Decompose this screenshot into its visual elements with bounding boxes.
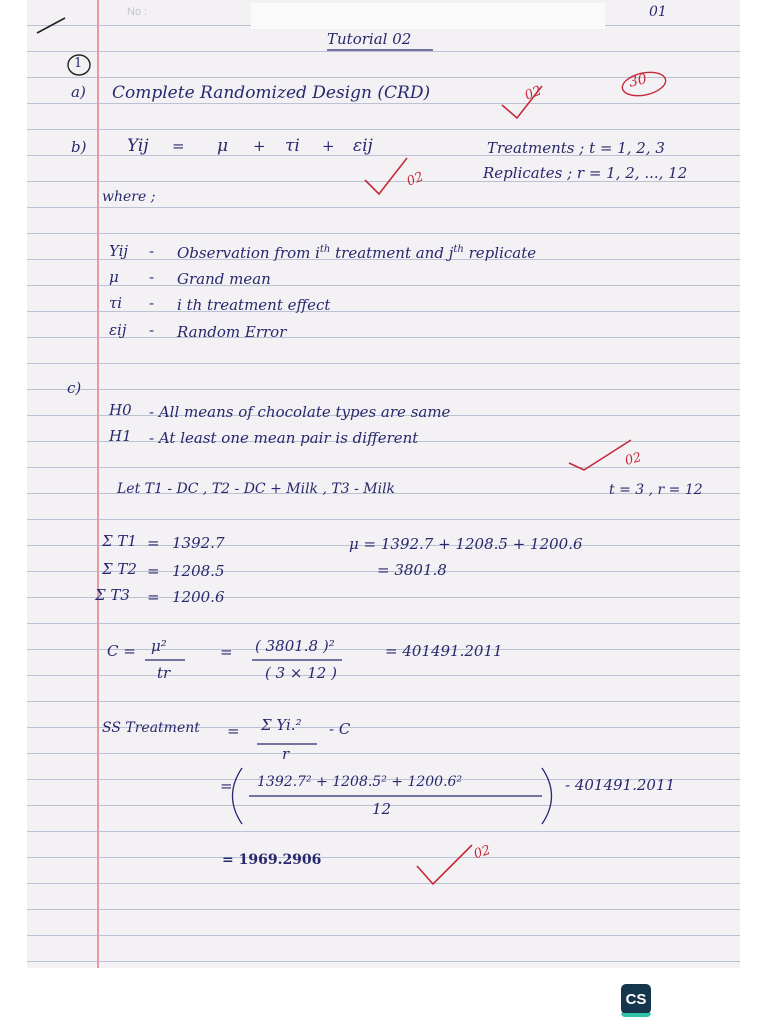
def-text-tau: i th treatment effect <box>177 296 331 314</box>
part-a-label: a) <box>71 83 86 101</box>
part-a-answer: Complete Randomized Design (CRD) <box>112 83 431 103</box>
def-dash: - <box>149 268 155 286</box>
c-eq: = <box>220 643 233 661</box>
part-c-mark: 02 <box>623 450 644 469</box>
page-title: Tutorial 02 <box>327 30 412 48</box>
expand-denominator: 12 <box>372 800 392 818</box>
def-symbol-mu: μ <box>109 268 119 286</box>
h0-symbol: H0 <box>109 401 132 419</box>
def-text-yij: Observation from $i^{th}$ treatment and $j^{th}$ replicate <box>177 244 537 262</box>
mu-line: μ = 1392.7 + 1208.5 + 1200.6 <box>349 535 583 553</box>
model-plus-1: + <box>253 137 266 155</box>
sum-eq: = <box>147 534 160 552</box>
ss-denominator: r <box>282 745 290 763</box>
part-b-mark: 02 <box>404 169 426 190</box>
part-a-mark: 02 <box>522 83 544 104</box>
sum-label-t3: Σ T3 <box>95 586 130 604</box>
model-tau: τi <box>285 136 300 156</box>
model-plus-2: + <box>322 137 335 155</box>
part-b-label: b) <box>71 138 87 156</box>
question-number: 1 <box>74 56 83 71</box>
total-mark: 30 <box>627 71 649 91</box>
camscanner-logo: CS <box>621 984 651 1014</box>
ss-numerator: Σ Yi.² <box>261 716 302 734</box>
ss-eq: = <box>227 722 240 740</box>
c-numerator-2: ( 3801.8 )² <box>255 637 335 655</box>
mu-result: = 3801.8 <box>377 561 447 579</box>
page-number: 01 <box>649 4 667 20</box>
sum-value-t2: 1208.5 <box>172 562 225 580</box>
model-eq: = <box>172 137 185 155</box>
expand-numerator: 1392.7² + 1208.5² + 1200.6² <box>257 774 463 790</box>
def-text-eps: Random Error <box>177 323 287 341</box>
c-denominator-2: ( 3 × 12 ) <box>265 664 337 682</box>
sum-eq: = <box>147 588 160 606</box>
sum-eq: = <box>147 562 160 580</box>
def-symbol-eps: εij <box>109 321 127 339</box>
notebook-page <box>27 0 740 968</box>
def-dash: - <box>149 294 155 312</box>
h1-text: - At least one mean pair is different <box>149 429 419 447</box>
sum-value-t1: 1392.7 <box>172 534 225 552</box>
c-denominator: tr <box>157 664 171 682</box>
final-mark: 02 <box>472 842 493 863</box>
let-line: Let T1 - DC , T2 - DC + Milk , T3 - Milk <box>117 481 396 497</box>
model-mu: μ <box>217 136 229 156</box>
expand-eq: = <box>220 777 233 795</box>
t-r-values: t = 3 , r = 12 <box>609 482 703 498</box>
h1-symbol: H1 <box>109 427 132 445</box>
def-text-mu: Grand mean <box>177 270 271 288</box>
replicates-line: Replicates ; r = 1, 2, ..., 12 <box>483 164 688 182</box>
model-eps: εij <box>353 136 373 156</box>
ss-final-result: = 1969.2906 <box>222 852 322 868</box>
ss-minus-c: - C <box>329 720 351 738</box>
def-dash: - <box>149 321 155 339</box>
sum-label-t1: Σ T1 <box>102 532 137 550</box>
sum-label-t2: Σ T2 <box>102 560 137 578</box>
sum-value-t3: 1200.6 <box>172 588 225 606</box>
ss-treatment-label: SS Treatment <box>102 720 200 736</box>
def-symbol-yij: Yij <box>109 242 129 260</box>
treatments-line: Treatments ; t = 1, 2, 3 <box>487 139 665 157</box>
def-dash: - <box>149 242 155 260</box>
part-c-label: c) <box>67 379 82 397</box>
model-lhs: Yij <box>127 136 149 156</box>
c-result: = 401491.2011 <box>385 642 503 660</box>
def-symbol-tau: τi <box>109 294 123 312</box>
no-label: No : <box>127 6 148 18</box>
expand-minus: - 401491.2011 <box>565 776 676 794</box>
h0-text: - All means of chocolate types are same <box>149 403 451 421</box>
c-lhs: C = <box>107 642 136 660</box>
where-label: where ; <box>102 189 156 205</box>
c-numerator: μ² <box>151 637 167 655</box>
